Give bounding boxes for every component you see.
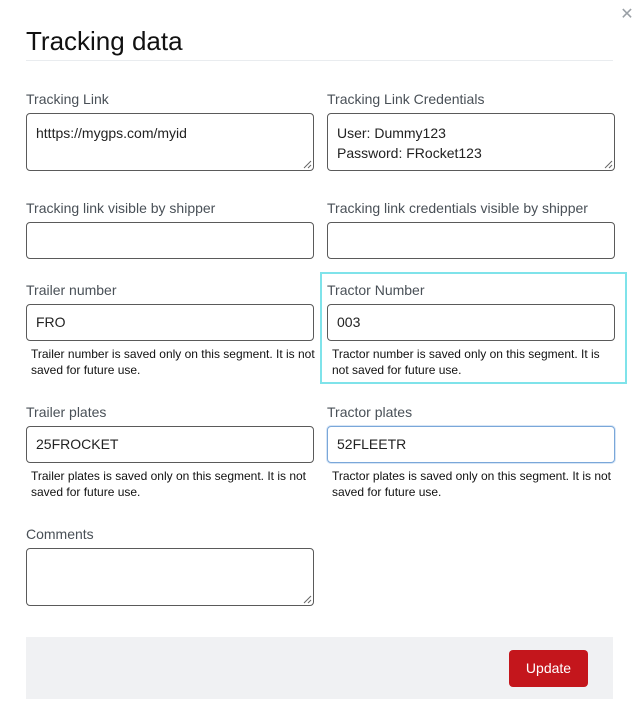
- tractor-number-label: Tractor Number: [327, 282, 425, 298]
- credentials-line-user: User: Dummy123: [337, 125, 446, 141]
- credentials-line-password: Password: FRocket123: [337, 145, 482, 161]
- tracking-link-textarea[interactable]: [26, 113, 314, 171]
- tracking-link-visible-input[interactable]: [26, 222, 314, 259]
- tractor-plates-label: Tractor plates: [327, 404, 413, 420]
- comments-textarea[interactable]: [26, 548, 314, 606]
- tracking-link-label: Tracking Link: [26, 91, 109, 107]
- credentials-visible-input[interactable]: [327, 222, 615, 259]
- tracking-link-credentials-textarea[interactable]: [327, 113, 615, 171]
- trailer-number-label: Trailer number: [26, 282, 117, 298]
- dialog-title: Tracking data: [26, 26, 183, 56]
- update-button[interactable]: Update: [509, 650, 588, 687]
- tracking-link-credentials-label: Tracking Link Credentials: [327, 91, 485, 107]
- trailer-plates-input[interactable]: 25FROCKET: [26, 426, 314, 463]
- credentials-visible-label: Tracking link credentials visible by shipper: [327, 200, 588, 216]
- tractor-plates-input[interactable]: 52FLEETR: [327, 426, 615, 463]
- resize-handle-icon[interactable]: [604, 160, 613, 169]
- tractor-number-input[interactable]: 003: [327, 304, 615, 341]
- tractor-plates-hint: Tractor plates is saved only on this segment. It is not saved for future use.: [332, 469, 612, 499]
- resize-handle-icon[interactable]: [303, 595, 312, 604]
- comments-label: Comments: [26, 526, 94, 542]
- trailer-plates-hint: Trailer plates is saved only on this segment. It is not saved for future use.: [31, 469, 307, 499]
- tractor-number-hint: Tractor number is saved only on this segment. It is not saved for future use.: [332, 347, 600, 377]
- title-divider: [26, 60, 613, 61]
- close-icon[interactable]: ✕: [620, 4, 634, 23]
- tracking-link-visible-label: Tracking link visible by shipper: [26, 200, 216, 216]
- resize-handle-icon[interactable]: [303, 160, 312, 169]
- trailer-number-hint: Trailer number is saved only on this segment. It is not saved for future use.: [31, 347, 315, 377]
- tracking-link-value: htttps://mygps.com/myid: [36, 125, 187, 141]
- trailer-number-input[interactable]: FRO: [26, 304, 314, 341]
- trailer-plates-label: Trailer plates: [26, 404, 107, 420]
